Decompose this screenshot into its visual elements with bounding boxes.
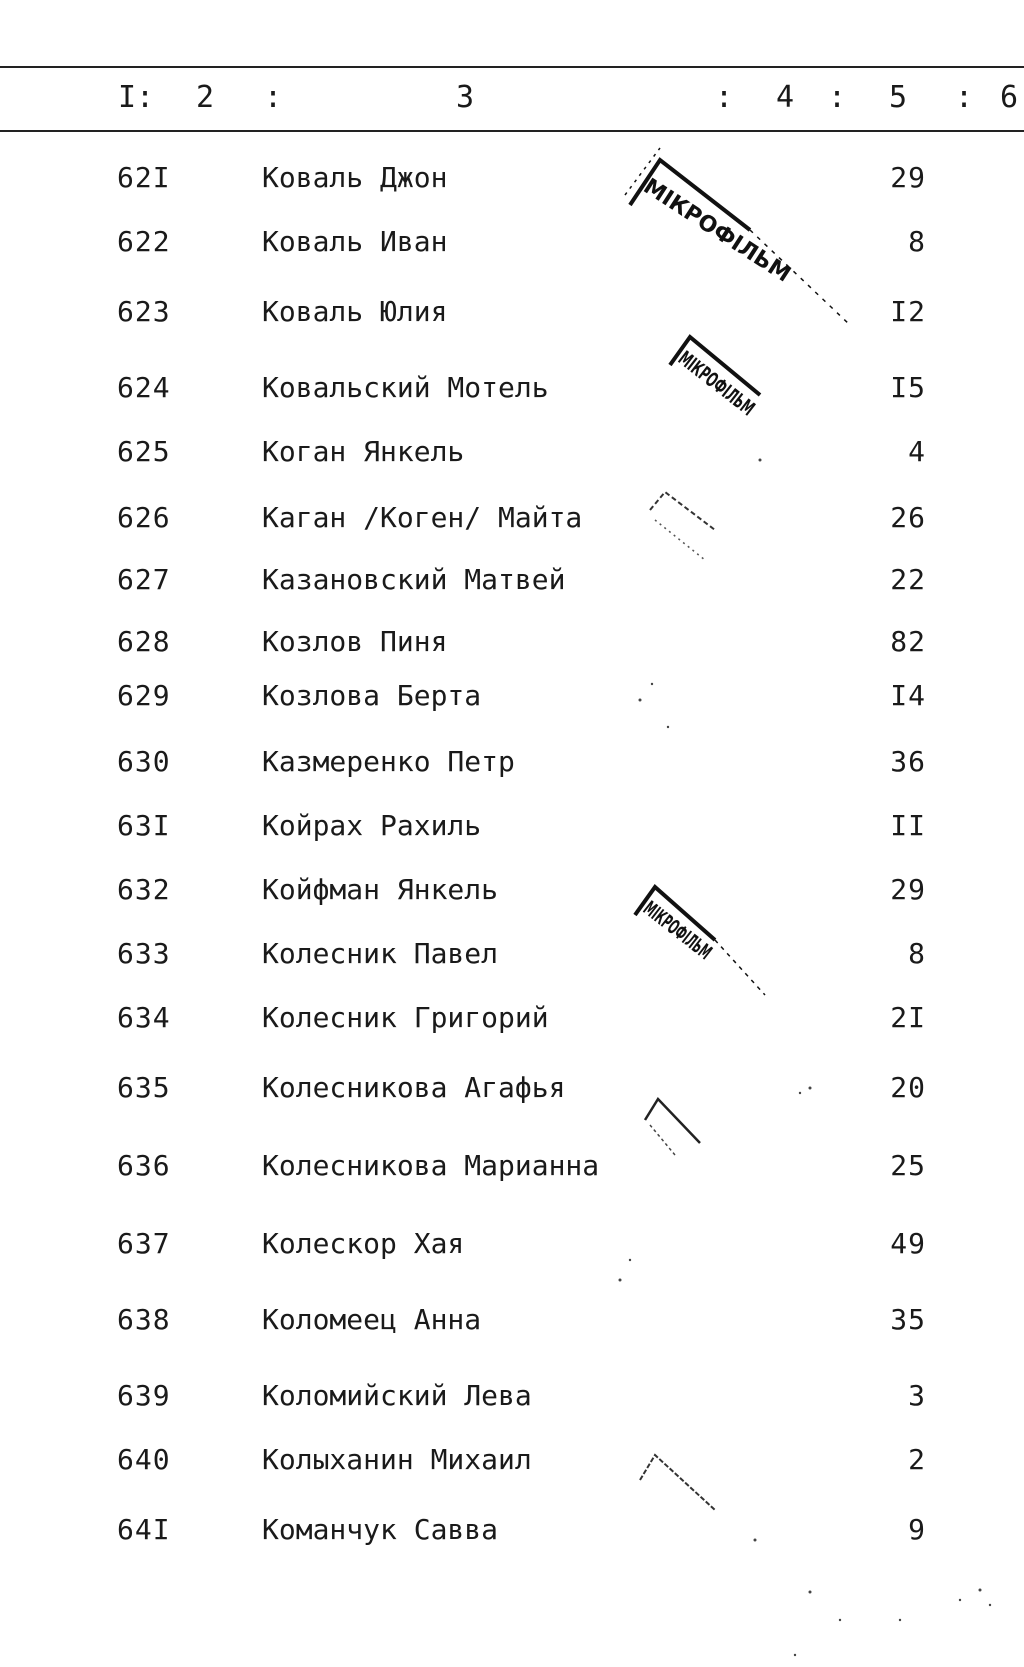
entry-name: Команчук Савва (262, 1513, 499, 1546)
header-separator-3: : (828, 80, 847, 115)
entry-number: 628 (117, 625, 171, 658)
list-item (0, 560, 1024, 600)
entry-value: 36 (890, 745, 926, 778)
list-item (0, 432, 1024, 472)
entry-number: 632 (117, 873, 171, 906)
header-col-2: 2 (196, 80, 215, 115)
header-separator-1: : (264, 80, 283, 115)
entry-value: 29 (890, 873, 926, 906)
list-item (0, 870, 1024, 910)
entry-number: 625 (117, 435, 171, 468)
list-item (0, 1146, 1024, 1186)
entry-number: 640 (117, 1443, 171, 1476)
entry-value: 4 (908, 435, 926, 468)
entry-name: Коломийский Лева (262, 1379, 532, 1412)
entry-value: 22 (890, 563, 926, 596)
list-item (0, 368, 1024, 408)
list-item (0, 292, 1024, 332)
entry-value: 3 (908, 1379, 926, 1412)
entry-name: Койрах Рахиль (262, 809, 482, 842)
entry-value: 9 (908, 1513, 926, 1546)
entry-value: I5 (890, 371, 926, 404)
entry-number: 636 (117, 1149, 171, 1182)
entry-value: 26 (890, 501, 926, 534)
entry-name: Казановский Матвей (262, 563, 566, 596)
entry-number: 62I (117, 161, 171, 194)
entry-number: 629 (117, 679, 171, 712)
list-item (0, 742, 1024, 782)
header-col-3: 3 (456, 80, 475, 115)
entry-number: 637 (117, 1227, 171, 1260)
entry-value: 2I (890, 1001, 926, 1034)
header-separator-4: : (955, 80, 974, 115)
entry-name: Колесник Григорий (262, 1001, 549, 1034)
entry-number: 630 (117, 745, 171, 778)
entry-name: Козлова Берта (262, 679, 482, 712)
list-item (0, 1440, 1024, 1480)
entry-value: I4 (890, 679, 926, 712)
entry-number: 638 (117, 1303, 171, 1336)
header-col-5: 5 (889, 80, 908, 115)
entry-number: 63I (117, 809, 171, 842)
header-separator-2: : (715, 80, 734, 115)
entry-name: Колескор Хая (262, 1227, 465, 1260)
header-col-6: 6 (1000, 80, 1019, 115)
list-item (0, 806, 1024, 846)
microfilm-stamp-text-1: МІКРОФІЛЬМ (638, 174, 795, 288)
header-col-1: I: (118, 80, 155, 115)
entry-number: 622 (117, 225, 171, 258)
entry-name: Коваль Джон (262, 161, 448, 194)
header-top-rule (0, 66, 1024, 68)
list-item (0, 498, 1024, 538)
entry-name: Козлов Пиня (262, 625, 448, 658)
microfilm-stamp-text-2: МІКРОФІЛЬМ (673, 346, 811, 460)
list-item (0, 1376, 1024, 1416)
entry-name: Казмеренко Петр (262, 745, 515, 778)
entry-name: Коваль Иван (262, 225, 448, 258)
list-item (0, 676, 1024, 716)
entry-name: Каган /Коген/ Майта (262, 501, 583, 534)
entry-number: 627 (117, 563, 171, 596)
entry-value: 8 (908, 937, 926, 970)
entry-value: 29 (890, 161, 926, 194)
microfilm-stamp-text-4: МІКРОФІЛЬМ (638, 896, 776, 1010)
entry-value: II (890, 809, 926, 842)
entry-number: 64I (117, 1513, 171, 1546)
entry-name: Койфман Янкель (262, 873, 499, 906)
list-item (0, 1300, 1024, 1340)
entry-number: 624 (117, 371, 171, 404)
entry-number: 634 (117, 1001, 171, 1034)
list-item (0, 158, 1024, 198)
entry-name: Коган Янкель (262, 435, 465, 468)
entry-number: 623 (117, 295, 171, 328)
entry-value: 82 (890, 625, 926, 658)
entry-name: Коломеец Анна (262, 1303, 482, 1336)
entry-name: Колесникова Агафья (262, 1071, 566, 1104)
entry-value: 8 (908, 225, 926, 258)
entry-number: 639 (117, 1379, 171, 1412)
list-item (0, 1068, 1024, 1108)
entry-value: I2 (890, 295, 926, 328)
entry-name: Колесникова Марианна (262, 1149, 600, 1182)
list-item (0, 998, 1024, 1038)
list-item (0, 934, 1024, 974)
entry-number: 626 (117, 501, 171, 534)
header-bottom-rule (0, 130, 1024, 132)
list-item (0, 222, 1024, 262)
entry-value: 25 (890, 1149, 926, 1182)
entry-value: 20 (890, 1071, 926, 1104)
entry-value: 2 (908, 1443, 926, 1476)
header-col-4: 4 (776, 80, 795, 115)
entry-number: 633 (117, 937, 171, 970)
entry-name: Колыханин Михаил (262, 1443, 532, 1476)
list-item (0, 1224, 1024, 1264)
entry-number: 635 (117, 1071, 171, 1104)
entry-name: Ковальский Мотель (262, 371, 549, 404)
list-item (0, 622, 1024, 662)
entry-value: 49 (890, 1227, 926, 1260)
entry-value: 35 (890, 1303, 926, 1336)
entry-name: Коваль Юлия (262, 295, 448, 328)
entry-name: Колесник Павел (262, 937, 499, 970)
list-item (0, 1510, 1024, 1550)
